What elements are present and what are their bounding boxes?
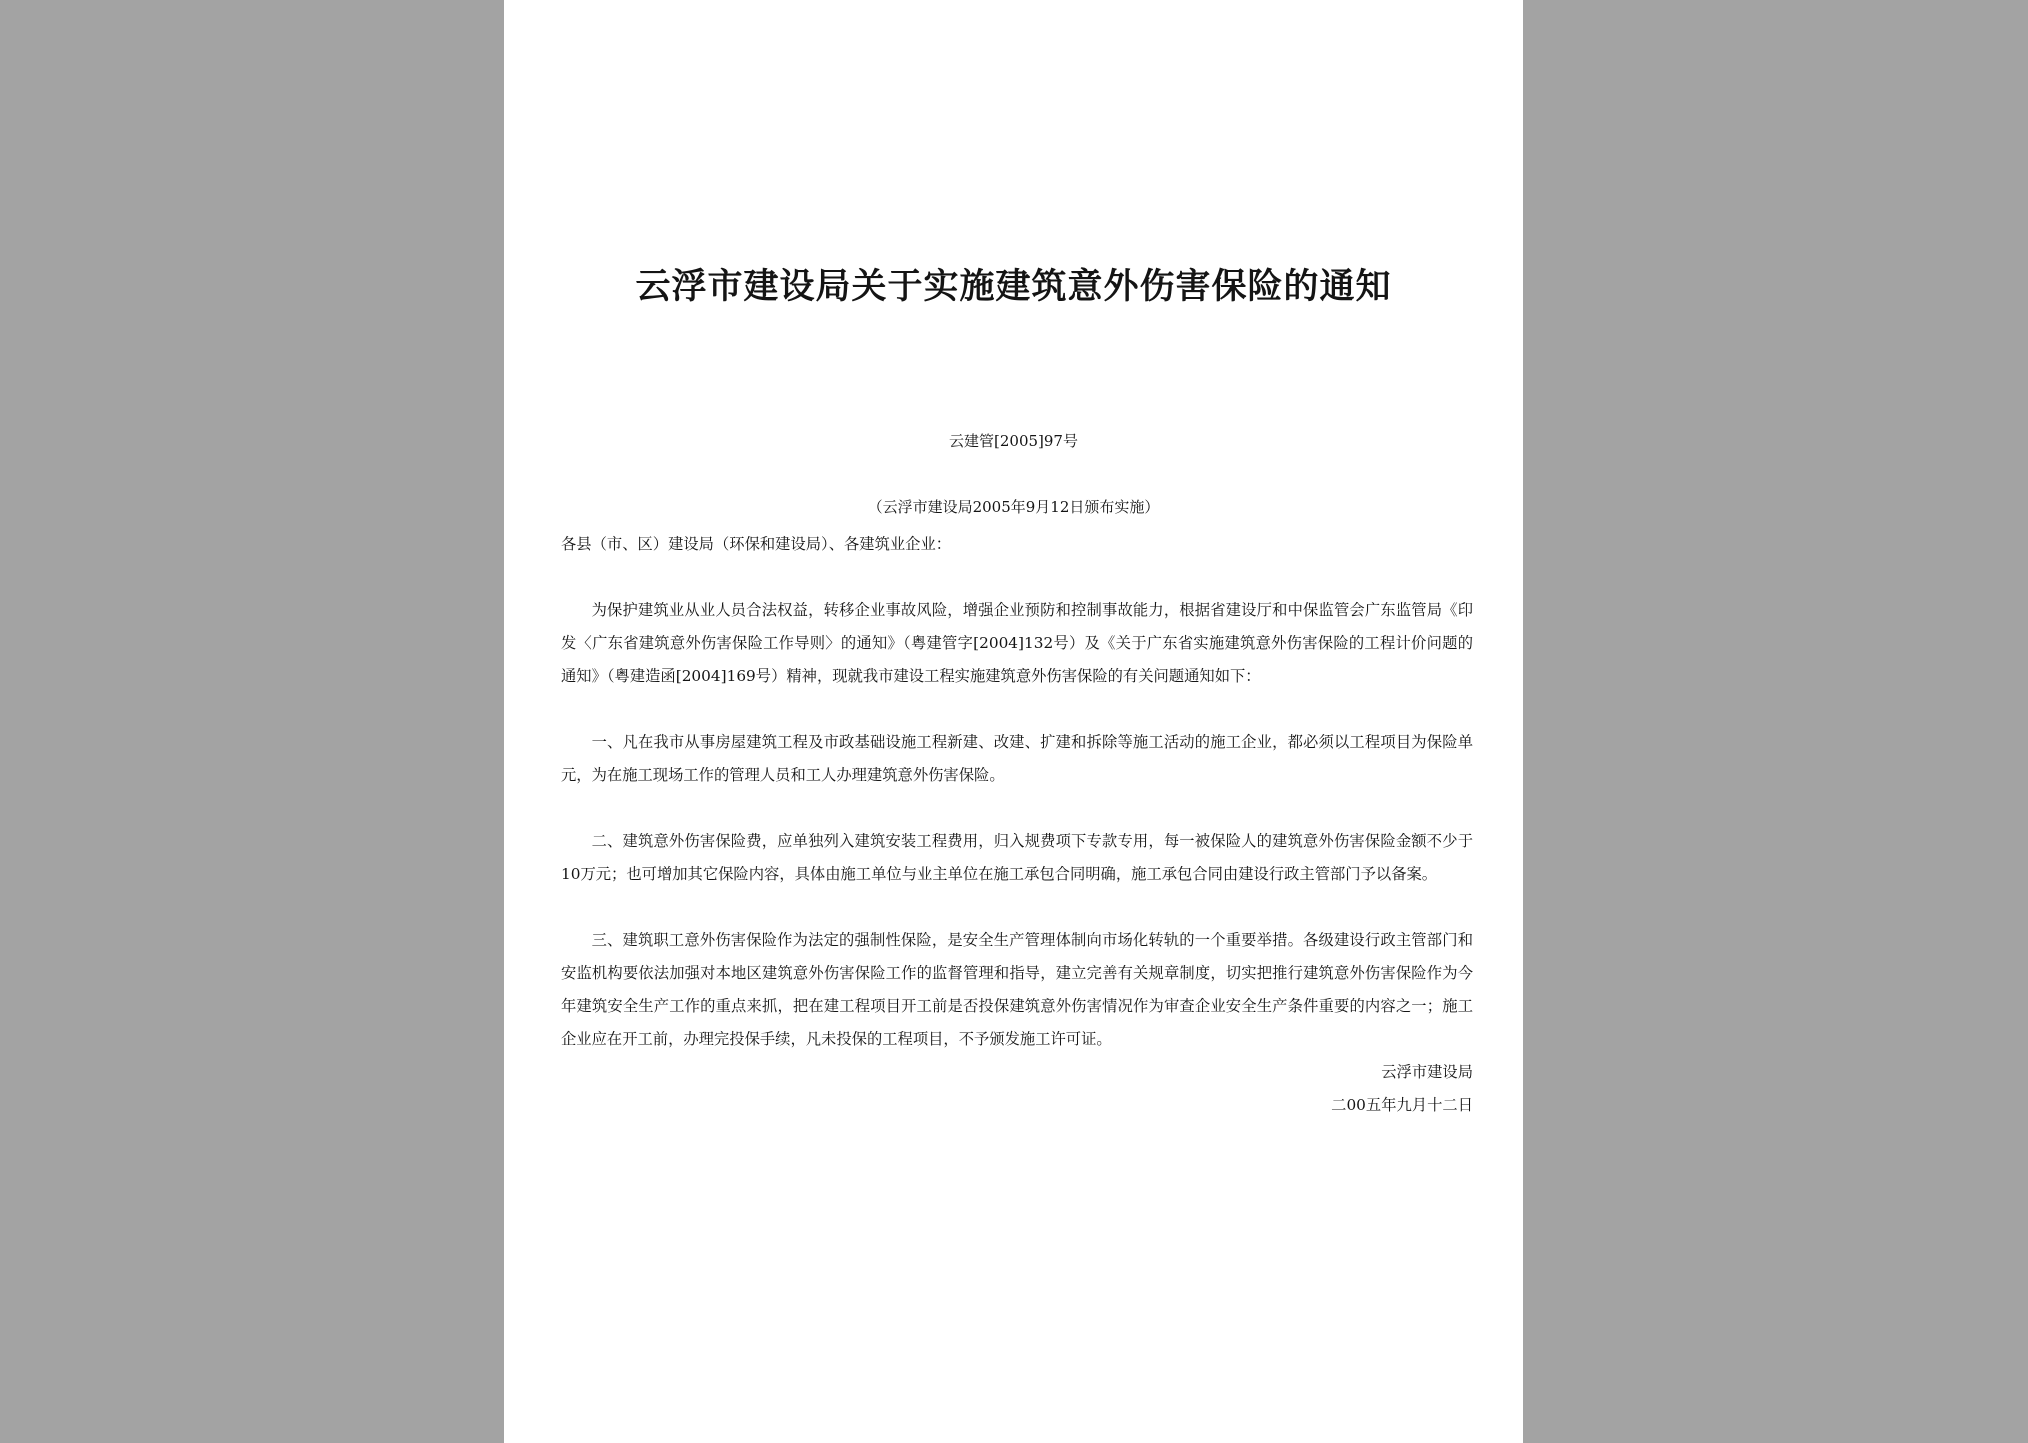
paragraph-item-1: 一、凡在我市从事房屋建筑工程及市政基础设施工程新建、改建、扩建和拆除等施工活动的施工企业，都必须以工程项目为保险单元，为在施工现场工作的管理人员和工人办理建筑意外伤害保险。	[561, 733, 1473, 784]
signature: 云浮市建设局	[1381, 1063, 1473, 1081]
document-title: 云浮市建设局关于实施建筑意外伤害保险的通知	[635, 266, 1392, 307]
document-number: 云建管[2005]97号	[949, 432, 1078, 450]
promulgation-note: （云浮市建设局2005年9月12日颁布实施）	[867, 498, 1160, 516]
addressee: 各县（市、区）建设局（环保和建设局）、各建筑业企业：	[561, 535, 952, 553]
paragraph-item-3: 三、建筑职工意外伤害保险作为法定的强制性保险，是安全生产管理体制向市场化转轨的一个重要举措。各级建设行政主管部门和安监机构要依法加强对本地区建筑意外伤害保险工作的监督管理和指导，建立完善有关规章制度，切实把推行建筑意外伤害保险作为今年建筑安全生产工作的重点来抓，把在建工程项目开工前是否投保建筑意外伤害情况作为审查企业安全生产条件重要的内容之一；施工企业应在开工前，办理完投保手续，凡未投保的工程项目，不予颁发施工许可证。	[561, 931, 1473, 1048]
document-body	[561, 528, 1473, 1122]
paragraph-intro: 为保护建筑业从业人员合法权益，转移企业事故风险，增强企业预防和控制事故能力，根据省建设厅和中保监管会广东监管局《印发〈广东省建筑意外伤害保险工作导则〉的通知》（粤建管字[2004]132号）及《关于广东省实施建筑意外伤害保险的工程计价问题的通知》（粤建造函[2004]169号）精神，现就我市建设工程实施建筑意外伤害保险的有关问题通知如下：	[561, 601, 1473, 685]
document-page	[504, 0, 1523, 1443]
paragraph-item-2: 二、建筑意外伤害保险费，应单独列入建筑安装工程费用，归入规费项下专款专用，每一被保险人的建筑意外伤害保险金额不少于10万元；也可增加其它保险内容，具体由施工单位与业主单位在施工承包合同明确，施工承包合同由建设行政主管部门予以备案。	[561, 832, 1473, 883]
signature-date: 二00五年九月十二日	[1331, 1096, 1473, 1114]
